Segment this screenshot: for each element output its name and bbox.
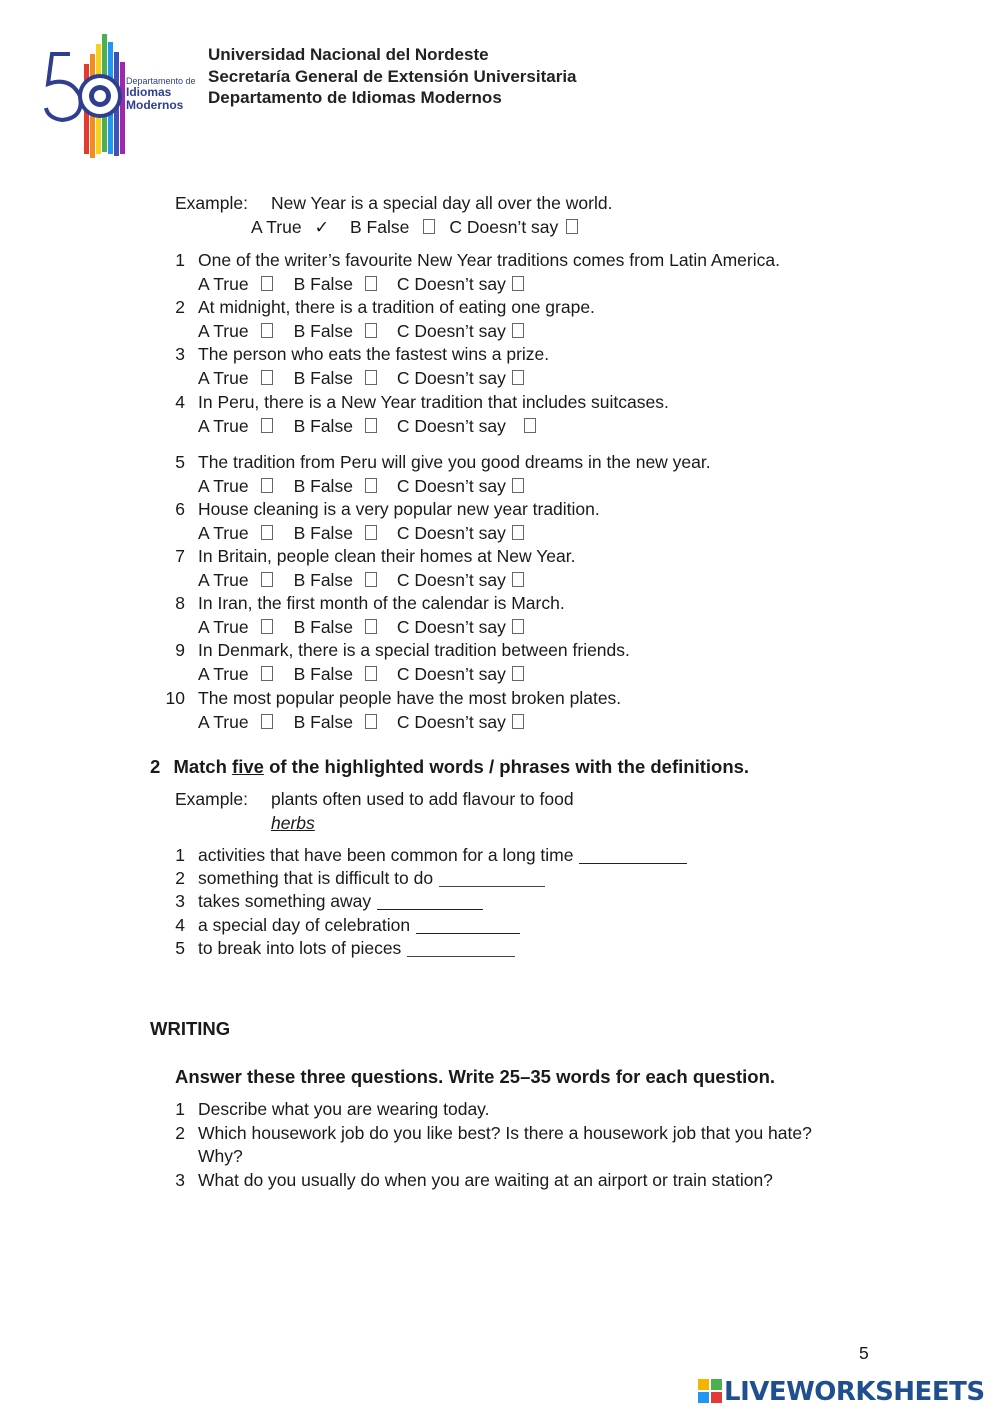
option-a-checkbox[interactable] <box>261 714 273 729</box>
match-item-number: 4 <box>175 915 185 935</box>
option-b-label: B False <box>293 570 353 590</box>
tf-question <box>175 452 711 472</box>
answer-blank[interactable] <box>416 917 520 934</box>
match-heading-five: five <box>232 756 264 777</box>
option-b-checkbox[interactable] <box>365 276 377 291</box>
option-b-label: B False <box>293 712 353 732</box>
option-a-checkbox[interactable] <box>261 418 273 433</box>
writing-question-text: What do you usually do when you are waiting at an airport or train station? <box>198 1170 773 1190</box>
option-a-checkbox[interactable] <box>261 323 273 338</box>
liveworksheets-text: LIVEWORKSHEETS <box>724 1377 985 1407</box>
match-example-answer: herbs <box>271 813 315 833</box>
question-text: In Britain, people clean their homes at New Year. <box>198 546 576 566</box>
logo-caption-small: Departamento de <box>126 76 196 86</box>
option-c-checkbox[interactable] <box>512 714 524 729</box>
option-c-label: C Doesn’t say <box>396 416 506 436</box>
tf-options <box>198 523 524 543</box>
option-b-checkbox[interactable] <box>365 619 377 634</box>
page-number: 5 <box>859 1343 869 1363</box>
question-text: In Peru, there is a New Year tradition that includes suitcases. <box>198 392 669 412</box>
tf-options <box>198 664 524 684</box>
match-item <box>175 868 545 888</box>
tf-options <box>198 712 524 732</box>
answer-blank[interactable] <box>579 847 687 864</box>
option-b-checkbox[interactable] <box>365 323 377 338</box>
option-b-checkbox[interactable] <box>365 714 377 729</box>
option-a-checkbox[interactable] <box>261 276 273 291</box>
match-item <box>175 891 483 911</box>
logo-caption-modernos: Modernos <box>126 98 184 112</box>
option-a-label: A True <box>198 664 249 684</box>
question-number: 6 <box>175 499 185 519</box>
option-a-checkbox[interactable] <box>261 478 273 493</box>
writing-question <box>175 1099 490 1119</box>
option-c-label: C Doesn’t say <box>396 712 506 732</box>
match-section-number: 2 <box>150 756 161 777</box>
match-heading-post: of the highlighted words / phrases with the definitions. <box>269 756 750 777</box>
writing-question <box>175 1123 812 1143</box>
tf-question <box>175 640 630 660</box>
option-b-checkbox[interactable] <box>365 525 377 540</box>
writing-question-text: Describe what you are wearing today. <box>198 1099 490 1119</box>
question-text: In Iran, the first month of the calendar is March. <box>198 593 565 613</box>
answer-blank[interactable] <box>377 893 483 910</box>
tf-example-text: New Year is a special day all over the world. <box>271 193 613 213</box>
question-number: 4 <box>175 392 185 412</box>
option-b-label: B False <box>293 321 353 341</box>
option-c-checkbox[interactable] <box>512 276 524 291</box>
option-a-label: A True <box>198 416 249 436</box>
option-b-label: B False <box>293 416 353 436</box>
liveworksheets-logo <box>698 1377 985 1409</box>
checkbox[interactable] <box>423 219 435 234</box>
option-a-label: A True <box>198 476 249 496</box>
option-a-label: A True <box>198 368 249 388</box>
example-option-c: C Doesn’t say <box>449 217 559 237</box>
match-item-text: to break into lots of pieces <box>198 938 402 958</box>
option-c-label: C Doesn’t say <box>396 570 506 590</box>
option-c-checkbox[interactable] <box>524 418 536 433</box>
option-c-checkbox[interactable] <box>512 572 524 587</box>
answer-blank[interactable] <box>407 940 515 957</box>
match-item-number: 2 <box>175 868 185 888</box>
question-text: One of the writer’s favourite New Year traditions comes from Latin America. <box>198 250 780 270</box>
question-text: In Denmark, there is a special tradition between friends. <box>198 640 630 660</box>
option-b-label: B False <box>293 476 353 496</box>
writing-question-number: 1 <box>175 1099 185 1119</box>
writing-question-number: 3 <box>175 1170 185 1190</box>
tf-options <box>198 274 524 294</box>
tf-question <box>175 392 669 412</box>
question-number: 2 <box>175 297 185 317</box>
question-text: At midnight, there is a tradition of eating one grape. <box>198 297 595 317</box>
tf-question <box>175 499 600 519</box>
match-heading-pre: Match <box>173 756 227 777</box>
option-a-checkbox[interactable] <box>261 666 273 681</box>
header-line-1: Universidad Nacional del Nordeste <box>208 45 489 64</box>
option-b-checkbox[interactable] <box>365 572 377 587</box>
question-number: 9 <box>175 640 185 660</box>
option-c-label: C Doesn’t say <box>396 523 506 543</box>
question-text: The most popular people have the most broken plates. <box>198 688 622 708</box>
match-item <box>175 938 515 958</box>
question-number: 5 <box>175 452 185 472</box>
option-c-checkbox[interactable] <box>512 478 524 493</box>
option-c-checkbox[interactable] <box>512 323 524 338</box>
tf-question <box>175 546 575 566</box>
option-b-label: B False <box>293 664 353 684</box>
option-a-checkbox[interactable] <box>261 370 273 385</box>
option-a-checkbox[interactable] <box>261 572 273 587</box>
option-b-label: B False <box>293 617 353 637</box>
question-text: The tradition from Peru will give you good dreams in the new year. <box>198 452 711 472</box>
example-option-a: A True <box>251 217 302 237</box>
option-a-label: A True <box>198 274 249 294</box>
writing-question <box>175 1170 773 1190</box>
option-b-checkbox[interactable] <box>365 666 377 681</box>
match-item-number: 1 <box>175 845 185 865</box>
option-c-label: C Doesn’t say <box>396 617 506 637</box>
option-a-label: A True <box>198 570 249 590</box>
logo <box>40 14 200 162</box>
tf-options <box>198 617 524 637</box>
match-item-text: activities that have been common for a long time <box>198 845 574 865</box>
option-a-checkbox[interactable] <box>261 619 273 634</box>
logo-caption <box>126 76 206 112</box>
option-b-label: B False <box>293 274 353 294</box>
option-a-label: A True <box>198 617 249 637</box>
option-b-label: B False <box>293 368 353 388</box>
tf-question <box>175 297 595 317</box>
tf-question <box>175 593 565 613</box>
option-a-checkbox[interactable] <box>261 525 273 540</box>
tf-example-options <box>251 217 578 237</box>
option-c-label: C Doesn’t say <box>396 476 506 496</box>
writing-question-number: 2 <box>175 1123 185 1143</box>
tf-question <box>175 344 549 364</box>
tf-options <box>198 321 524 341</box>
example-option-b: B False <box>350 217 410 237</box>
question-number: 3 <box>175 344 185 364</box>
option-b-checkbox[interactable] <box>365 370 377 385</box>
tf-options <box>198 570 524 590</box>
writing-title: WRITING <box>150 1018 231 1039</box>
option-a-label: A True <box>198 712 249 732</box>
option-b-checkbox[interactable] <box>365 418 377 433</box>
match-item-number: 5 <box>175 938 185 958</box>
question-text: House cleaning is a very popular new year tradition. <box>198 499 600 519</box>
question-number: 1 <box>175 250 185 270</box>
tf-options <box>198 476 524 496</box>
match-item <box>175 845 687 865</box>
answer-blank[interactable] <box>439 870 545 887</box>
header-line-2: Secretaría General de Extensión Universitaria <box>208 66 577 86</box>
writing-question-continuation: Why? <box>198 1146 243 1166</box>
tf-options <box>198 416 536 436</box>
match-example-text: plants often used to add flavour to food <box>271 789 574 809</box>
match-item-number: 3 <box>175 891 185 911</box>
checkbox[interactable] <box>566 219 578 234</box>
question-text: The person who eats the fastest wins a prize. <box>198 344 550 364</box>
option-c-label: C Doesn’t say <box>396 321 506 341</box>
writing-question-text: Which housework job do you like best? Is there a housework job that you hate? <box>198 1123 812 1143</box>
question-number: 7 <box>175 546 185 566</box>
match-example-label: Example: <box>175 789 248 809</box>
match-item <box>175 915 520 935</box>
tf-example-label: Example: <box>175 193 248 213</box>
match-item-text: takes something away <box>198 891 372 911</box>
tf-question <box>165 688 621 708</box>
tf-question <box>175 250 780 270</box>
tf-options <box>198 368 524 388</box>
option-a-label: A True <box>198 321 249 341</box>
option-c-label: C Doesn’t say <box>396 274 506 294</box>
logo-caption-idiomas: Idiomas <box>126 85 172 99</box>
match-item-text: a special day of celebration <box>198 915 411 935</box>
check-icon: ✓ <box>314 217 330 237</box>
option-c-label: C Doesn’t say <box>396 664 506 684</box>
writing-instruction: Answer these three questions. Write 25–35 words for each question. <box>175 1066 776 1087</box>
option-c-checkbox[interactable] <box>512 619 524 634</box>
liveworksheets-icon <box>698 1379 722 1403</box>
question-number: 8 <box>175 593 185 613</box>
option-c-checkbox[interactable] <box>512 525 524 540</box>
option-a-label: A True <box>198 523 249 543</box>
option-b-label: B False <box>293 523 353 543</box>
match-item-text: something that is difficult to do <box>198 868 434 888</box>
option-c-checkbox[interactable] <box>512 666 524 681</box>
question-number: 10 <box>165 688 185 708</box>
option-b-checkbox[interactable] <box>365 478 377 493</box>
option-c-checkbox[interactable] <box>512 370 524 385</box>
option-c-label: C Doesn’t say <box>396 368 506 388</box>
header-line-3: Departamento de Idiomas Modernos <box>208 88 502 107</box>
match-heading <box>150 757 749 777</box>
institution-header <box>208 44 577 109</box>
